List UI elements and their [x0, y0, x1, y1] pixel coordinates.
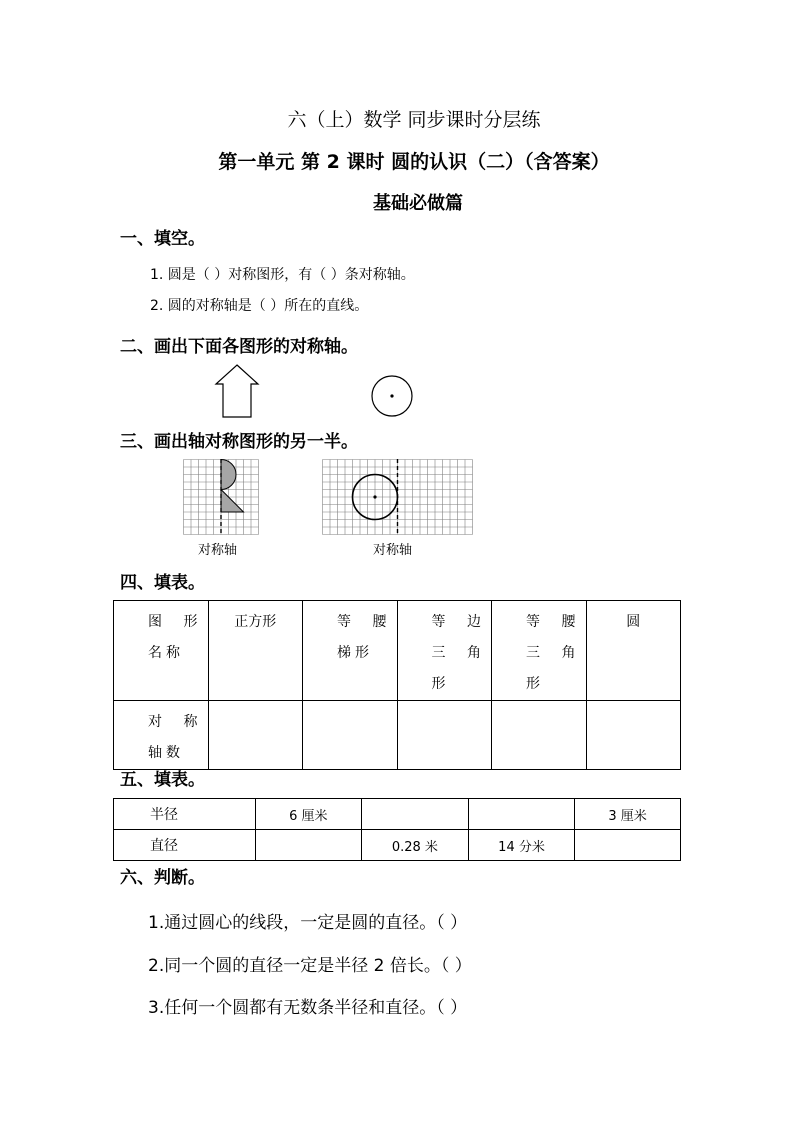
fill-item-1: 1. 圆是（ ）对称图形，有（ ）条对称轴。 — [150, 267, 415, 283]
table-cell[interactable] — [208, 701, 303, 770]
worksheet-title: 六（上）数学 同步课时分层练 — [287, 109, 541, 131]
table-cell: 等腰三角形 — [492, 601, 587, 701]
table-cell[interactable] — [468, 799, 574, 830]
table-cell: 半径 — [114, 799, 256, 830]
section-4-heading: 四、填表。 — [120, 573, 205, 593]
judge-item-2: 2.同一个圆的直径一定是半径 2 倍长。（ ） — [148, 956, 472, 976]
judge-item-3: 3.任何一个圆都有无数条半径和直径。（ ） — [148, 998, 468, 1018]
table-cell[interactable] — [586, 701, 681, 770]
half-circle-shape — [221, 460, 236, 490]
lesson-subtitle: 第一单元 第 2 课时 圆的认识（二）（含答案） — [218, 151, 610, 173]
table-cell: 0.28 米 — [361, 830, 468, 861]
table-cell: 等腰梯形 — [303, 601, 398, 701]
axis-caption-right: 对称轴 — [373, 543, 413, 558]
table-cell: 圆 — [586, 601, 681, 701]
arrow-shape-figure — [210, 362, 264, 420]
circle-figure — [368, 372, 416, 420]
table-cell: 3 厘米 — [575, 799, 681, 830]
section-3-heading: 三、画出轴对称图形的另一半。 — [120, 432, 358, 452]
table-row — [114, 701, 681, 770]
right-grid-figure — [322, 459, 474, 535]
table-cell[interactable] — [361, 799, 468, 830]
table-cell: 6 厘米 — [255, 799, 361, 830]
symmetry-axis-table — [113, 600, 681, 770]
table-cell: 对称轴数 — [114, 701, 209, 770]
table-cell: 14 分米 — [468, 830, 574, 861]
table-row — [114, 799, 681, 830]
table-cell[interactable] — [303, 701, 398, 770]
section-6-heading: 六、判断。 — [120, 868, 205, 888]
table-cell: 等边三角形 — [397, 601, 492, 701]
section-2-heading: 二、画出下面各图形的对称轴。 — [120, 337, 358, 357]
table-row — [114, 601, 681, 701]
section-1-heading: 一、填空。 — [120, 229, 205, 249]
table-cell: 直径 — [114, 830, 256, 861]
table-row — [114, 830, 681, 861]
radius-diameter-table — [113, 798, 681, 861]
axis-caption-left: 对称轴 — [198, 543, 238, 558]
table-cell: 图形名称 — [114, 601, 209, 701]
table-cell[interactable] — [575, 830, 681, 861]
section-5-heading: 五、填表。 — [120, 770, 205, 790]
table-cell[interactable] — [397, 701, 492, 770]
left-grid-figure — [183, 459, 261, 535]
circle-center-dot — [373, 495, 376, 498]
triangle-shape — [221, 490, 244, 513]
table-cell: 正方形 — [208, 601, 303, 701]
table-cell[interactable] — [255, 830, 361, 861]
fill-item-2: 2. 圆的对称轴是（ ）所在的直线。 — [150, 298, 369, 314]
section-level-title: 基础必做篇 — [373, 193, 463, 214]
table-cell[interactable] — [492, 701, 587, 770]
judge-item-1: 1.通过圆心的线段，一定是圆的直径。（ ） — [148, 913, 468, 933]
